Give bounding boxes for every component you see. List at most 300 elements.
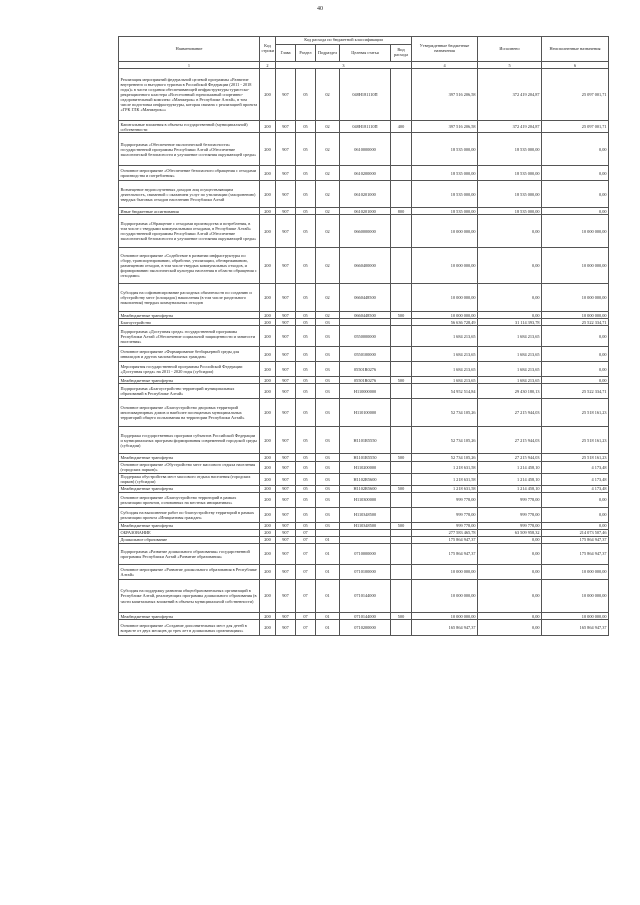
row-podrazdel-cell: 02 — [316, 133, 340, 166]
row-podrazdel-cell: 03 — [316, 485, 340, 492]
row-code-cell: 200 — [260, 312, 276, 319]
row-name-cell: Основное мероприятие «Создание дополнительных мест для детей в возрасте от двух месяцев до трех лет в дошкольных организациях» — [119, 620, 260, 636]
row-approved-cell: 52 734 105,26 — [412, 399, 478, 427]
row-approved-cell: 999 778,00 — [412, 492, 478, 507]
row-code-cell: 200 — [260, 620, 276, 636]
row-name-cell: Подпрограмма «Благоустройство территорий муниципальных образований в Республике Алтай» — [119, 384, 260, 399]
row-glava-cell: 907 — [276, 319, 296, 326]
column-index-cell: 4 — [412, 62, 478, 69]
row-podrazdel-cell: 03 — [316, 384, 340, 399]
row-target-cell: 05501R0276 — [340, 362, 391, 377]
row-executed-cell: 29 430 180,13 — [478, 384, 542, 399]
row-target-cell: 05501R0276 — [340, 377, 391, 384]
row-podrazdel-cell: 03 — [316, 362, 340, 377]
row-executed-cell: 1 214 458,10 — [478, 485, 542, 492]
row-name-cell: Подпрограмма «Доступная среда» государственной программы Республики Алтай «Обеспечение социальной защищенности и занятости населения» — [119, 326, 260, 347]
column-index-row — [119, 62, 609, 69]
row-name-cell: Межбюджетные трансферты — [119, 613, 260, 620]
row-podrazdel-cell: 01 — [316, 565, 340, 580]
row-name-cell: Межбюджетные трансферты — [119, 377, 260, 384]
table-row — [119, 284, 609, 312]
row-podrazdel-cell: 02 — [316, 121, 340, 133]
table-row — [119, 454, 609, 461]
row-name-cell: Капитальные вложения в объекты государственной (муниципальной) собственности — [119, 121, 260, 133]
table-row — [119, 565, 609, 580]
table-row — [119, 208, 609, 215]
row-glava-cell: 907 — [276, 613, 296, 620]
row-executed-cell: 0,00 — [478, 620, 542, 636]
row-glava-cell: 907 — [276, 399, 296, 427]
row-executed-cell: 31 114 393,78 — [478, 319, 542, 326]
row-target-cell: Н1101R5550 — [340, 454, 391, 461]
row-approved-cell: 175 864 947,37 — [412, 536, 478, 543]
row-vid-cell — [391, 347, 412, 362]
row-unexecuted-cell: 0,00 — [542, 492, 609, 507]
row-target-cell: 0660400000 — [340, 248, 391, 284]
row-unexecuted-cell: 4 173,48 — [542, 461, 609, 473]
row-unexecuted-cell: 0,00 — [542, 522, 609, 529]
row-podrazdel-cell: 02 — [316, 208, 340, 215]
row-razdel-cell: 05 — [296, 215, 316, 248]
row-code-cell: 200 — [260, 461, 276, 473]
table-row — [119, 133, 609, 166]
row-name-cell: Подпрограмма «Обеспечение экологической безопасности» государственной программы Республики Алтай «Обеспечение экологической безопасности и улучшение состояния окружающей среды» — [119, 133, 260, 166]
row-target-cell: 0660000000 — [340, 215, 391, 248]
table-row — [119, 522, 609, 529]
row-executed-cell: 999 778,00 — [478, 492, 542, 507]
table-row — [119, 319, 609, 326]
row-executed-cell: 372 419 204,87 — [478, 121, 542, 133]
row-executed-cell: 27 215 944,03 — [478, 427, 542, 454]
row-approved-cell: 52 734 105,26 — [412, 427, 478, 454]
row-code-cell: 200 — [260, 399, 276, 427]
table-row — [119, 377, 609, 384]
row-podrazdel-cell: 01 — [316, 613, 340, 620]
row-vid-cell — [391, 326, 412, 347]
row-code-cell: 200 — [260, 319, 276, 326]
row-code-cell: 200 — [260, 529, 276, 536]
row-executed-cell: 27 215 944,03 — [478, 454, 542, 461]
row-approved-cell: 1 218 631,58 — [412, 473, 478, 485]
row-glava-cell: 907 — [276, 384, 296, 399]
row-unexecuted-cell: 10 000 000,00 — [542, 580, 609, 613]
row-name-cell: Субсидия на софинансирование расходных обязательств по созданию и обустройству мест (площадок) накопления (в том числе раздельного накопления) твердых коммунальных отходов — [119, 284, 260, 312]
row-glava-cell: 907 — [276, 248, 296, 284]
row-vid-cell — [391, 362, 412, 377]
row-glava-cell: 907 — [276, 69, 296, 121]
table-row — [119, 248, 609, 284]
row-vid-cell: 500 — [391, 377, 412, 384]
row-razdel-cell: 05 — [296, 347, 316, 362]
row-code-cell: 200 — [260, 507, 276, 522]
row-unexecuted-cell: 0,00 — [542, 377, 609, 384]
row-razdel-cell: 07 — [296, 544, 316, 565]
row-podrazdel-cell: 03 — [316, 492, 340, 507]
row-approved-cell: 277 583 465,78 — [412, 529, 478, 536]
table-row — [119, 121, 609, 133]
header-target: Целевая статья — [340, 45, 391, 62]
table-row — [119, 427, 609, 454]
row-glava-cell: 907 — [276, 461, 296, 473]
row-podrazdel-cell: 03 — [316, 522, 340, 529]
row-razdel-cell: 05 — [296, 319, 316, 326]
budget-execution-table — [118, 36, 609, 636]
row-code-cell: 200 — [260, 492, 276, 507]
row-code-cell: 200 — [260, 565, 276, 580]
row-target-cell: 0550100000 — [340, 347, 391, 362]
table-row — [119, 181, 609, 208]
row-code-cell: 200 — [260, 215, 276, 248]
row-executed-cell: 1 684 213,65 — [478, 362, 542, 377]
row-glava-cell: 907 — [276, 121, 296, 133]
row-target-cell: 0610201000 — [340, 208, 391, 215]
column-index-cell: 1 — [119, 62, 260, 69]
row-unexecuted-cell: 0,00 — [542, 326, 609, 347]
row-razdel-cell: 05 — [296, 208, 316, 215]
row-razdel-cell: 07 — [296, 580, 316, 613]
row-executed-cell: 18 535 000,00 — [478, 208, 542, 215]
row-glava-cell: 907 — [276, 347, 296, 362]
row-target-cell: 0610000000 — [340, 133, 391, 166]
table-row — [119, 613, 609, 620]
table-row — [119, 492, 609, 507]
row-code-cell: 200 — [260, 133, 276, 166]
row-unexecuted-cell: 0,00 — [542, 166, 609, 181]
table-row — [119, 166, 609, 181]
header-code-line: Код строки — [260, 37, 276, 62]
row-vid-cell — [391, 529, 412, 536]
row-unexecuted-cell: 25 518 161,23 — [542, 454, 609, 461]
row-code-cell: 200 — [260, 613, 276, 620]
row-executed-cell: 1 684 213,65 — [478, 326, 542, 347]
table-row — [119, 473, 609, 485]
row-razdel-cell: 07 — [296, 565, 316, 580]
row-razdel-cell: 07 — [296, 620, 316, 636]
row-razdel-cell: 05 — [296, 473, 316, 485]
header-glava: Глава — [276, 45, 296, 62]
row-podrazdel-cell: 01 — [316, 580, 340, 613]
row-executed-cell: 999 778,00 — [478, 507, 542, 522]
row-unexecuted-cell: 0,00 — [542, 362, 609, 377]
row-name-cell: Межбюджетные трансферты — [119, 522, 260, 529]
row-razdel-cell: 05 — [296, 133, 316, 166]
row-podrazdel-cell: 03 — [316, 427, 340, 454]
row-target-cell: Н110300000 — [340, 492, 391, 507]
row-target-cell: 048Н181110П — [340, 121, 391, 133]
row-code-cell: 200 — [260, 536, 276, 543]
column-index-cell: 5 — [478, 62, 542, 69]
row-target-cell: Н110348500 — [340, 507, 391, 522]
row-razdel-cell: 05 — [296, 121, 316, 133]
header-executed: Исполнено — [478, 37, 542, 62]
row-name-cell: Межбюджетные трансферты — [119, 485, 260, 492]
row-executed-cell: 0,00 — [478, 536, 542, 543]
row-name-cell: Основное мероприятие «Содействие в развитии инфраструктуры по сбору, транспортированию, обработке, утилизации, обезвреживанию, размещению отходов, в том числе твердых коммунальных отходов, и формированию экологической культуры населения в области обращения с отходами» — [119, 248, 260, 284]
row-podrazdel-cell — [316, 529, 340, 536]
row-target-cell: Н110000000 — [340, 384, 391, 399]
row-unexecuted-cell: 10 000 000,00 — [542, 215, 609, 248]
row-code-cell: 200 — [260, 522, 276, 529]
row-unexecuted-cell: 175 864 947,37 — [542, 536, 609, 543]
row-code-cell: 200 — [260, 384, 276, 399]
row-razdel-cell: 05 — [296, 312, 316, 319]
row-razdel-cell: 05 — [296, 399, 316, 427]
row-vid-cell: 500 — [391, 613, 412, 620]
row-razdel-cell: 05 — [296, 427, 316, 454]
row-approved-cell: 1 684 213,65 — [412, 377, 478, 384]
row-unexecuted-cell: 10 000 000,00 — [542, 613, 609, 620]
row-unexecuted-cell: 10 000 000,00 — [542, 565, 609, 580]
row-target-cell: 0710200000 — [340, 620, 391, 636]
row-name-cell: Поддержка государственных программ субъектов Российской Федерации и муниципальных программ формирования современной городской среды (субсидии) — [119, 427, 260, 454]
row-vid-cell — [391, 580, 412, 613]
row-approved-cell: 165 864 947,37 — [412, 620, 478, 636]
row-razdel-cell: 05 — [296, 248, 316, 284]
row-approved-cell: 10 000 000,00 — [412, 565, 478, 580]
row-glava-cell: 907 — [276, 427, 296, 454]
row-target-cell — [340, 536, 391, 543]
row-unexecuted-cell: 0,00 — [542, 347, 609, 362]
row-name-cell: Подпрограмма «Развитие дошкольного образования» государственной программы Республики Алтай «Развитие образования» — [119, 544, 260, 565]
row-podrazdel-cell: 02 — [316, 248, 340, 284]
row-code-cell: 200 — [260, 166, 276, 181]
row-vid-cell — [391, 399, 412, 427]
row-razdel-cell: 05 — [296, 181, 316, 208]
row-name-cell: Благоустройство — [119, 319, 260, 326]
row-approved-cell: 10 000 000,00 — [412, 613, 478, 620]
row-target-cell: Н1101R5550 — [340, 427, 391, 454]
row-name-cell: Межбюджетные трансферты — [119, 312, 260, 319]
row-name-cell: Основное мероприятие «Развитие дошкольного образования в Республике Алтай» — [119, 565, 260, 580]
row-unexecuted-cell: 0,00 — [542, 507, 609, 522]
column-index-cell: 6 — [542, 62, 609, 69]
row-glava-cell: 907 — [276, 454, 296, 461]
row-podrazdel-cell: 02 — [316, 284, 340, 312]
row-glava-cell: 907 — [276, 580, 296, 613]
table-row — [119, 312, 609, 319]
row-approved-cell: 175 864 947,37 — [412, 544, 478, 565]
row-podrazdel-cell: 03 — [316, 377, 340, 384]
row-executed-cell: 0,00 — [478, 580, 542, 613]
row-vid-cell — [391, 427, 412, 454]
row-vid-cell — [391, 284, 412, 312]
row-name-cell: Основное мероприятие «Благоустройство территорий в рамках реализации проектов, основанных на местных инициативах» — [119, 492, 260, 507]
row-approved-cell: 18 535 000,00 — [412, 181, 478, 208]
row-glava-cell: 907 — [276, 166, 296, 181]
row-executed-cell: 63 509 958,32 — [478, 529, 542, 536]
row-executed-cell: 372 419 204,87 — [478, 69, 542, 121]
table-row — [119, 461, 609, 473]
row-code-cell: 200 — [260, 427, 276, 454]
row-razdel-cell: 05 — [296, 326, 316, 347]
row-executed-cell: 18 535 000,00 — [478, 133, 542, 166]
row-approved-cell: 397 516 206,58 — [412, 121, 478, 133]
row-target-cell: Н110348500 — [340, 522, 391, 529]
row-approved-cell: 10 000 000,00 — [412, 312, 478, 319]
row-razdel-cell: 05 — [296, 522, 316, 529]
row-vid-cell: 400 — [391, 121, 412, 133]
row-approved-cell: 54 952 514,84 — [412, 384, 478, 399]
table-row — [119, 347, 609, 362]
row-approved-cell: 52 734 105,26 — [412, 454, 478, 461]
row-name-cell: Возмещение недополученных доходов лиц осуществляющим деятельность, связанной с оказанием услуг по утилизации (захоронению) твердых бытовых отходов населению Республики Алтай — [119, 181, 260, 208]
table-row — [119, 399, 609, 427]
row-glava-cell: 907 — [276, 362, 296, 377]
row-glava-cell: 907 — [276, 620, 296, 636]
row-razdel-cell: 05 — [296, 492, 316, 507]
row-podrazdel-cell: 02 — [316, 312, 340, 319]
row-glava-cell: 907 — [276, 326, 296, 347]
table-row — [119, 215, 609, 248]
table-row — [119, 362, 609, 377]
row-executed-cell: 1 214 458,10 — [478, 473, 542, 485]
row-podrazdel-cell: 01 — [316, 544, 340, 565]
row-vid-cell — [391, 461, 412, 473]
row-name-cell: Субсидия на выполнение работ по благоустройству территорий в рамках реализации проекта «Инициативы граждан» — [119, 507, 260, 522]
row-glava-cell: 907 — [276, 485, 296, 492]
row-code-cell: 200 — [260, 454, 276, 461]
row-name-cell: Иные бюджетные ассигнования — [119, 208, 260, 215]
row-name-cell: Поддержка обустройства мест массового отдыха населения (городских парков) (субсидии) — [119, 473, 260, 485]
row-executed-cell: 0,00 — [478, 312, 542, 319]
row-razdel-cell: 05 — [296, 461, 316, 473]
row-approved-cell: 1 684 213,65 — [412, 347, 478, 362]
row-approved-cell: 1 218 631,58 — [412, 485, 478, 492]
row-target-cell: 0710144000 — [340, 613, 391, 620]
row-glava-cell: 907 — [276, 529, 296, 536]
row-unexecuted-cell: 4 173,48 — [542, 473, 609, 485]
page-number: 40 — [317, 6, 323, 12]
row-approved-cell: 56 636 728,49 — [412, 319, 478, 326]
row-vid-cell — [391, 69, 412, 121]
row-executed-cell: 1 214 458,10 — [478, 461, 542, 473]
row-approved-cell: 10 000 000,00 — [412, 215, 478, 248]
row-code-cell: 200 — [260, 248, 276, 284]
row-podrazdel-cell: 03 — [316, 454, 340, 461]
table-row — [119, 326, 609, 347]
table-row — [119, 529, 609, 536]
row-executed-cell: 0,00 — [478, 284, 542, 312]
row-unexecuted-cell: 214 073 507,46 — [542, 529, 609, 536]
row-code-cell: 200 — [260, 362, 276, 377]
row-podrazdel-cell: 03 — [316, 473, 340, 485]
row-podrazdel-cell: 03 — [316, 507, 340, 522]
row-glava-cell: 907 — [276, 536, 296, 543]
row-razdel-cell: 05 — [296, 166, 316, 181]
header-row-top — [119, 37, 609, 45]
row-unexecuted-cell: 10 000 000,00 — [542, 248, 609, 284]
row-executed-cell: 1 684 213,65 — [478, 347, 542, 362]
row-glava-cell: 907 — [276, 133, 296, 166]
row-vid-cell — [391, 166, 412, 181]
row-name-cell: Реализация мероприятий федеральной целевой программы «Развитие внутреннего и въездного туризма в Российской Федерации (2011 - 2018 годы)» в части создания обеспечивающей инфраструктуры туристско-рекреационного кластера «Всесезонный горнолыжный спортивно-оздоровительный комплекс «Манжерок» в Республике Алтай», в том числе подготовка инфраструктуры, которая связана с реализацией проекта «ГРК ГЛК «Манжерок»» — [119, 69, 260, 121]
row-glava-cell: 907 — [276, 544, 296, 565]
row-target-cell: 0660448500 — [340, 284, 391, 312]
row-approved-cell: 397 516 206,58 — [412, 69, 478, 121]
row-vid-cell — [391, 565, 412, 580]
row-vid-cell — [391, 507, 412, 522]
row-approved-cell: 1 684 213,65 — [412, 326, 478, 347]
row-glava-cell: 907 — [276, 565, 296, 580]
row-vid-cell — [391, 620, 412, 636]
row-executed-cell: 18 535 000,00 — [478, 166, 542, 181]
table-body — [119, 69, 609, 636]
row-unexecuted-cell: 25 518 161,23 — [542, 399, 609, 427]
row-approved-cell: 18 535 000,00 — [412, 208, 478, 215]
row-executed-cell: 0,00 — [478, 248, 542, 284]
row-razdel-cell: 07 — [296, 529, 316, 536]
row-vid-cell — [391, 133, 412, 166]
row-podrazdel-cell: 01 — [316, 620, 340, 636]
row-code-cell: 200 — [260, 326, 276, 347]
row-code-cell: 200 — [260, 208, 276, 215]
row-target-cell: 0660448500 — [340, 312, 391, 319]
row-razdel-cell: 05 — [296, 284, 316, 312]
row-unexecuted-cell: 10 000 000,00 — [542, 312, 609, 319]
row-unexecuted-cell: 25 097 001,71 — [542, 121, 609, 133]
row-vid-cell: 800 — [391, 208, 412, 215]
row-vid-cell — [391, 544, 412, 565]
row-unexecuted-cell: 0,00 — [542, 208, 609, 215]
table-row — [119, 485, 609, 492]
row-approved-cell: 1 218 631,58 — [412, 461, 478, 473]
row-razdel-cell: 05 — [296, 485, 316, 492]
table-row — [119, 620, 609, 636]
row-razdel-cell: 05 — [296, 362, 316, 377]
row-name-cell: Дошкольное образование — [119, 536, 260, 543]
header-razdel: Раздел — [296, 45, 316, 62]
table-row — [119, 536, 609, 543]
row-razdel-cell: 05 — [296, 69, 316, 121]
row-unexecuted-cell: 4 173,48 — [542, 485, 609, 492]
row-vid-cell — [391, 473, 412, 485]
row-podrazdel-cell: 03 — [316, 461, 340, 473]
row-unexecuted-cell: 25 522 334,71 — [542, 319, 609, 326]
row-executed-cell: 1 684 213,65 — [478, 377, 542, 384]
row-razdel-cell: 05 — [296, 454, 316, 461]
row-name-cell: Межбюджетные трансферты — [119, 454, 260, 461]
row-target-cell: 0610201000 — [340, 181, 391, 208]
row-vid-cell: 500 — [391, 522, 412, 529]
row-vid-cell: 500 — [391, 454, 412, 461]
row-executed-cell: 18 535 000,00 — [478, 181, 542, 208]
row-approved-cell: 1 684 213,65 — [412, 362, 478, 377]
row-name-cell: Основное мероприятие «Формирование безбарьерной среды для инвалидов и других маломобильных граждан» — [119, 347, 260, 362]
row-podrazdel-cell: 02 — [316, 215, 340, 248]
row-code-cell: 200 — [260, 473, 276, 485]
row-unexecuted-cell: 165 864 947,37 — [542, 620, 609, 636]
row-name-cell: Мероприятия государственной программы Российской Федерации «Доступная среда» на 2011 - 2020 годы (субсидии) — [119, 362, 260, 377]
table-row — [119, 384, 609, 399]
column-index-cell: 3 — [276, 62, 412, 69]
row-vid-cell — [391, 492, 412, 507]
row-glava-cell: 907 — [276, 522, 296, 529]
row-code-cell: 200 — [260, 284, 276, 312]
row-unexecuted-cell: 25 097 001,71 — [542, 69, 609, 121]
row-target-cell: 048Н181110П — [340, 69, 391, 121]
row-code-cell: 200 — [260, 181, 276, 208]
row-executed-cell: 999 778,00 — [478, 522, 542, 529]
row-target-cell: 0710100000 — [340, 565, 391, 580]
row-target-cell: 0610200000 — [340, 166, 391, 181]
row-executed-cell: 27 215 944,03 — [478, 399, 542, 427]
row-code-cell: 200 — [260, 121, 276, 133]
row-glava-cell: 907 — [276, 377, 296, 384]
row-executed-cell: 0,00 — [478, 544, 542, 565]
row-razdel-cell: 07 — [296, 613, 316, 620]
table-row — [119, 544, 609, 565]
row-target-cell: Н1102R5600 — [340, 485, 391, 492]
